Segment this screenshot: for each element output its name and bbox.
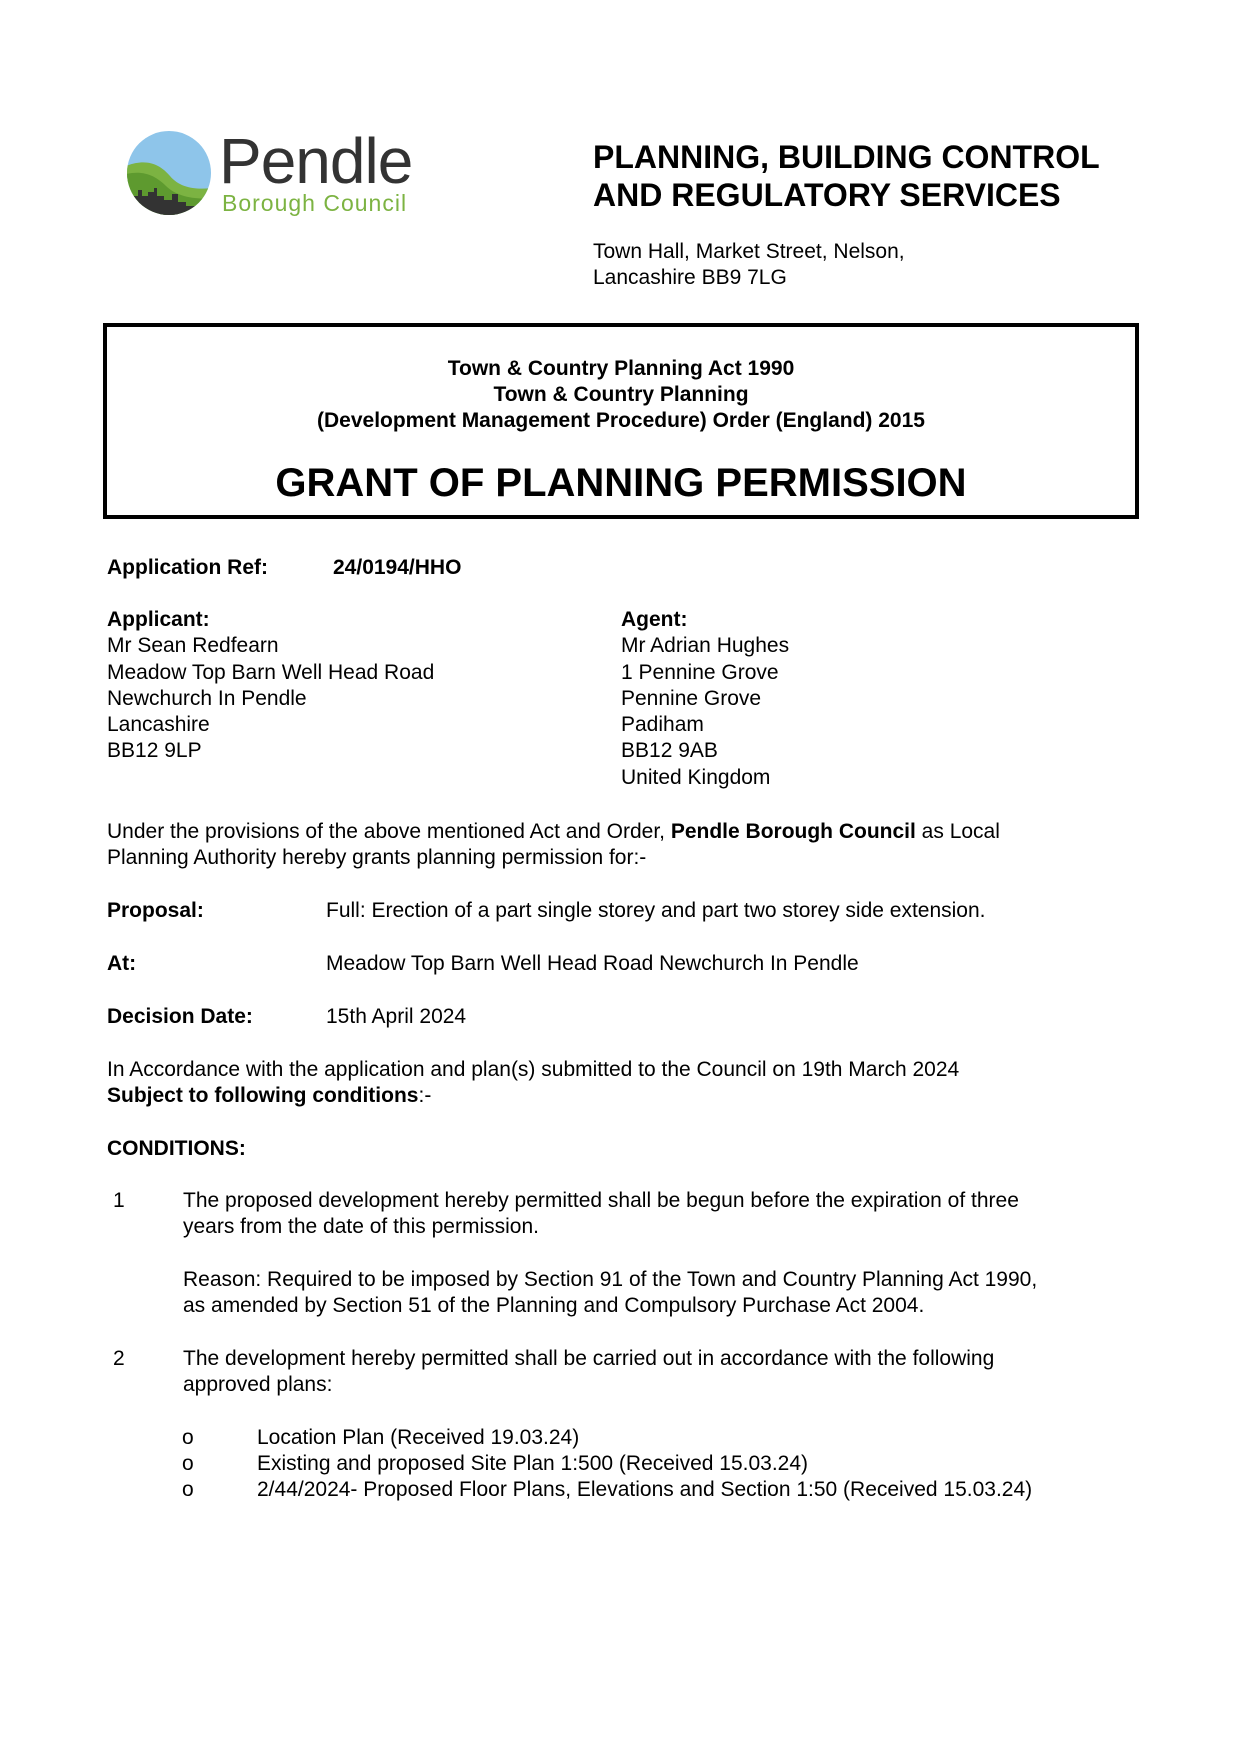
condition-text bbox=[183, 1346, 994, 1398]
department-title-line2: AND REGULATORY SERVICES bbox=[593, 177, 1061, 213]
permission-title-box bbox=[103, 323, 1139, 519]
reason-line: Reason: Required to be imposed by Section 91 of the Town and Country Planning Act 1990, bbox=[183, 1268, 1038, 1291]
provisions-text: Under the provisions of the above mentioned Act and Order, bbox=[107, 820, 671, 843]
logo-subtitle: Borough Council bbox=[222, 190, 408, 216]
condition-line: The proposed development hereby permitted shall be begun before the expiration of three bbox=[183, 1189, 1019, 1212]
condition-line: approved plans: bbox=[183, 1373, 333, 1396]
condition-number: 2 bbox=[113, 1347, 125, 1370]
decision-date-label: Decision Date: bbox=[107, 1005, 253, 1028]
decision-date-value: 15th April 2024 bbox=[326, 1005, 467, 1028]
provisions-line1 bbox=[107, 819, 1000, 845]
approved-plan-item: Existing and proposed Site Plan 1:500 (Received 15.03.24) bbox=[257, 1452, 809, 1475]
site-label: At: bbox=[107, 952, 137, 975]
applicant-label: Applicant: bbox=[107, 608, 210, 631]
conditions-heading: CONDITIONS: bbox=[107, 1137, 246, 1160]
agent-line: Pennine Grove bbox=[621, 686, 762, 710]
condition-reason bbox=[183, 1267, 1037, 1319]
council-logo bbox=[126, 125, 426, 224]
agent-line: United Kingdom bbox=[621, 765, 771, 789]
condition-number: 1 bbox=[113, 1189, 125, 1212]
bullet-icon: o bbox=[182, 1452, 194, 1475]
application-ref-value: 24/0194/HHO bbox=[333, 556, 462, 579]
agent-line: BB12 9AB bbox=[621, 739, 718, 763]
bullet-icon: o bbox=[182, 1426, 194, 1449]
address-line1: Town Hall, Market Street, Nelson, bbox=[593, 240, 905, 263]
provisions-paragraph bbox=[107, 819, 1000, 871]
proposal-label: Proposal: bbox=[107, 899, 204, 922]
permission-heading: GRANT OF PLANNING PERMISSION bbox=[275, 461, 967, 505]
act-line3: (Development Management Procedure) Order (England) 2015 bbox=[317, 409, 925, 432]
agent-line: 1 Pennine Grove bbox=[621, 660, 779, 684]
agent-line: Mr Adrian Hughes bbox=[621, 634, 790, 658]
agent-label: Agent: bbox=[621, 608, 688, 631]
provisions-text: as Local bbox=[915, 820, 1000, 843]
applicant-line: Mr Sean Redfearn bbox=[107, 634, 279, 658]
agent-block bbox=[621, 607, 789, 791]
site-value: Meadow Top Barn Well Head Road Newchurch In Pendle bbox=[326, 952, 859, 975]
application-ref-label: Application Ref: bbox=[107, 556, 268, 579]
logo-wordmark: Pendle bbox=[219, 125, 413, 197]
conditions-subject: Subject to following conditions bbox=[107, 1084, 419, 1107]
accordance-line1: In Accordance with the application and plan(s) submitted to the Council on 19th March 2024 bbox=[107, 1058, 960, 1081]
accordance-line2 bbox=[107, 1083, 959, 1109]
condition-line: years from the date of this permission. bbox=[183, 1215, 539, 1238]
condition-line: The development hereby permitted shall be carried out in accordance with the following bbox=[183, 1347, 995, 1370]
accordance-suffix: :- bbox=[418, 1084, 432, 1107]
department-title bbox=[593, 138, 1100, 214]
condition-text bbox=[183, 1188, 1019, 1240]
applicant-line: BB12 9LP bbox=[107, 739, 202, 763]
applicant-block bbox=[107, 607, 434, 765]
applicant-line: Newchurch In Pendle bbox=[107, 686, 307, 710]
act-line1: Town & Country Planning Act 1990 bbox=[447, 357, 795, 380]
act-line2: Town & Country Planning bbox=[493, 383, 749, 406]
approved-plan-item: 2/44/2024- Proposed Floor Plans, Elevations and Section 1:50 (Received 15.03.24) bbox=[257, 1478, 1033, 1501]
council-name: Pendle Borough Council bbox=[670, 820, 916, 843]
department-title-line1: PLANNING, BUILDING CONTROL bbox=[593, 139, 1100, 175]
proposal-value: Full: Erection of a part single storey and part two storey side extension. bbox=[326, 899, 986, 922]
bullet-icon: o bbox=[182, 1478, 194, 1501]
agent-line: Padiham bbox=[621, 713, 704, 737]
address-line2: Lancashire BB9 7LG bbox=[593, 266, 787, 289]
reason-line: as amended by Section 51 of the Planning and Compulsory Purchase Act 2004. bbox=[183, 1294, 925, 1317]
department-address bbox=[593, 239, 905, 291]
applicant-line: Lancashire bbox=[107, 713, 210, 737]
accordance-paragraph bbox=[107, 1057, 959, 1109]
applicant-line: Meadow Top Barn Well Head Road bbox=[107, 660, 435, 684]
approved-plan-item: Location Plan (Received 19.03.24) bbox=[257, 1426, 580, 1449]
provisions-line2: Planning Authority hereby grants planning permission for:- bbox=[107, 846, 647, 869]
pendle-hill-logo-icon bbox=[126, 130, 212, 216]
